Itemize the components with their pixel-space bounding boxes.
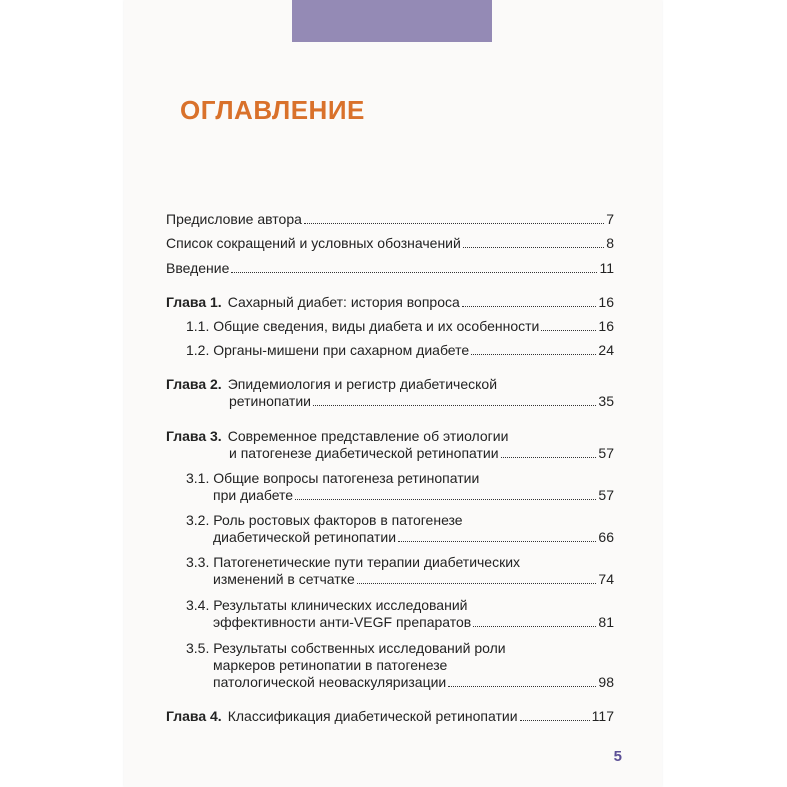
header-color-bar (292, 0, 492, 42)
toc-entry-text: диабетической ретинопатии (213, 529, 397, 545)
leader-dots (463, 236, 604, 248)
toc-entry-text: эффективности анти-VEGF препаратов (213, 614, 472, 630)
toc-entry-page: 35 (598, 393, 614, 409)
toc-title: ОГЛАВЛЕНИЕ (180, 95, 365, 125)
leader-dots (357, 572, 597, 584)
leader-dots (462, 295, 597, 307)
toc-entry-text: маркеров ретинопатии в патогенезе (213, 657, 448, 673)
toc-entry-text: Современное представление об этиологии (227, 428, 509, 444)
leader-dots (295, 488, 596, 500)
toc-entry-section-3-5-line-3[interactable] (213, 674, 614, 690)
toc-entry-chapter-3-line-2[interactable] (229, 445, 614, 461)
toc-entry-section-3-1-line-2[interactable] (213, 487, 614, 503)
chapter-label: Глава 3. (166, 428, 222, 444)
toc-entry-text: Список сокращений и условных обозначений (166, 235, 461, 251)
toc-entry-abbreviations[interactable] (166, 235, 614, 251)
toc-entry-text: Введение (166, 260, 230, 276)
toc-entry-section-3-2-line-1[interactable] (186, 512, 463, 528)
leader-dots (473, 615, 596, 627)
toc-entry-page: 81 (598, 614, 614, 630)
toc-entry-page: 24 (598, 342, 614, 358)
toc-entry-text: изменений в сетчатке (213, 571, 355, 587)
toc-entry-text: Классификация диабетической ретинопатии (227, 708, 518, 724)
toc-entry-page: 98 (598, 674, 614, 690)
toc-entry-text: 3.1. Общие вопросы патогенеза ретинопатии (186, 470, 480, 486)
leader-dots (501, 446, 597, 458)
leader-dots (448, 675, 596, 687)
toc-entry-text: 3.2. Роль ростовых факторов в патогенезе (186, 512, 463, 528)
leader-dots (398, 530, 596, 542)
toc-entry-page: 66 (598, 529, 614, 545)
leader-dots (541, 319, 596, 331)
toc-entry-section-3-4-line-1[interactable] (186, 597, 467, 613)
page-number: 5 (613, 748, 622, 765)
toc-entry-page: 7 (606, 211, 614, 227)
toc-entry-text: 3.3. Патогенетические пути терапии диабетических (186, 554, 521, 570)
toc-entry-section-1-2[interactable] (186, 342, 614, 358)
toc-entry-text: патологической неоваскуляризации (213, 674, 447, 690)
toc-entry-chapter-2-line-1[interactable] (166, 376, 497, 392)
toc-entry-text: Предисловие автора (166, 211, 302, 227)
toc-entry-text: 1.1. Общие сведения, виды диабета и их особенности (186, 318, 540, 334)
toc-entry-section-1-1[interactable] (186, 318, 614, 334)
toc-entry-page: 16 (598, 294, 614, 310)
toc-entry-page: 8 (606, 235, 614, 251)
toc-entry-section-3-3-line-1[interactable] (186, 554, 520, 570)
leader-dots (231, 261, 597, 273)
toc-entry-section-3-5-line-2[interactable] (213, 657, 447, 673)
leader-dots (520, 709, 590, 721)
toc-entry-page: 117 (591, 708, 614, 724)
toc-entry-section-3-1-line-1[interactable] (186, 470, 479, 486)
toc-entry-text: и патогенезе диабетической ретинопатии (229, 445, 499, 461)
chapter-label: Глава 4. (166, 708, 222, 724)
leader-dots (313, 394, 596, 406)
toc-entry-text: Эпидемиология и регистр диабетической (227, 376, 498, 392)
leader-dots (471, 343, 596, 355)
toc-entry-chapter-2-line-2[interactable] (229, 393, 614, 409)
toc-entry-text: ретинопатии (229, 393, 311, 409)
toc-entry-page: 74 (598, 571, 614, 587)
toc-entry-section-3-5-line-1[interactable] (186, 640, 506, 656)
toc-entry-chapter-1[interactable] (166, 294, 614, 310)
toc-entry-text: 1.2. Органы-мишени при сахарном диабете (186, 342, 470, 358)
chapter-label: Глава 1. (166, 294, 222, 310)
toc-entry-text: 3.4. Результаты клинических исследований (186, 597, 468, 613)
toc-entry-chapter-3-line-1[interactable] (166, 428, 508, 444)
toc-entry-section-3-4-line-2[interactable] (213, 614, 614, 630)
toc-entry-preface[interactable] (166, 211, 614, 227)
toc-entry-page: 57 (598, 487, 614, 503)
toc-entry-page: 57 (598, 445, 614, 461)
toc-entry-text: Сахарный диабет: история вопроса (227, 294, 460, 310)
toc-entry-text: 3.5. Результаты собственных исследований роли (186, 640, 506, 656)
toc-entry-section-3-3-line-2[interactable] (213, 571, 614, 587)
leader-dots (304, 212, 604, 224)
book-page (124, 0, 662, 787)
toc-entry-section-3-2-line-2[interactable] (213, 529, 614, 545)
toc-entry-text: при диабете (213, 487, 294, 503)
chapter-label: Глава 2. (166, 376, 222, 392)
toc-entry-page: 11 (599, 260, 614, 276)
toc-entry-page: 16 (598, 318, 614, 334)
toc-entry-introduction[interactable] (166, 260, 614, 276)
toc-entry-chapter-4[interactable] (166, 708, 614, 724)
